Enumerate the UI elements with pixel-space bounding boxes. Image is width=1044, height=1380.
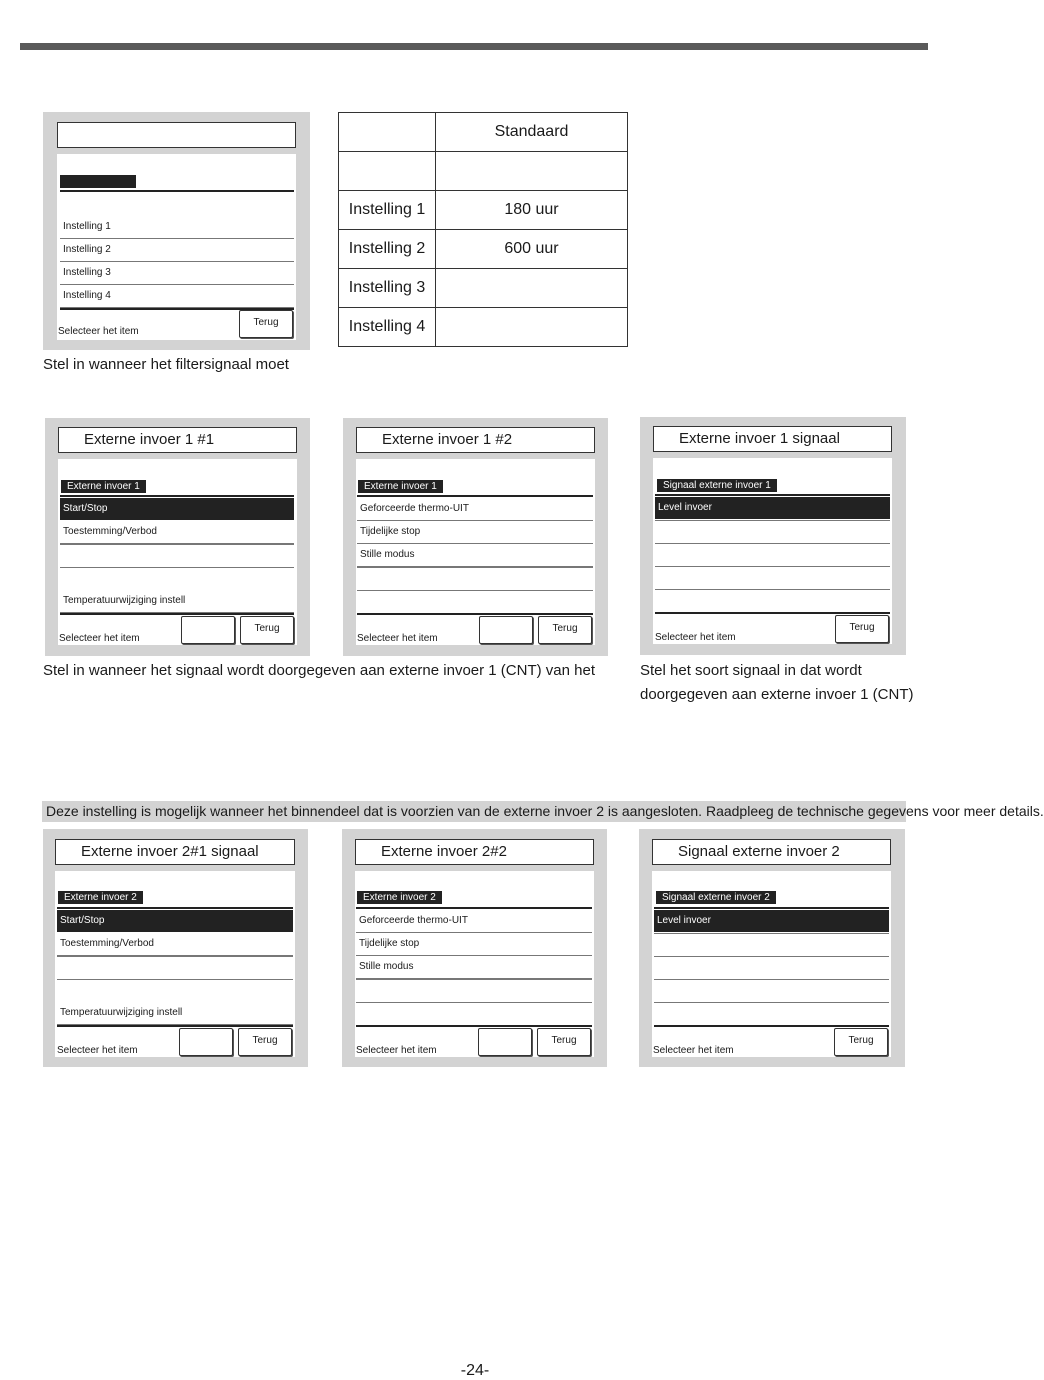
- list-item[interactable]: [60, 544, 294, 545]
- list-item[interactable]: [57, 956, 293, 957]
- ext1-signal-caption-line-1: Stel het soort signaal in dat wordt: [640, 662, 862, 679]
- screen-label-tag: [60, 175, 136, 188]
- select-item-hint: Selecteer het item: [653, 1045, 734, 1056]
- screen-label-tag: Externe invoer 2: [58, 891, 143, 904]
- ext1-signal-screen-panel: [640, 417, 906, 655]
- list-item[interactable]: [654, 956, 889, 957]
- list-item-selected[interactable]: Start/Stop: [57, 910, 293, 932]
- ext1-signal-caption-line-2: doorgegeven aan externe invoer 1 (CNT): [640, 686, 914, 703]
- list-item[interactable]: [356, 979, 592, 980]
- list-item[interactable]: Geforceerde thermo-UIT: [357, 498, 593, 521]
- list-item[interactable]: [654, 979, 889, 980]
- screen-title: Externe invoer 1 #2: [356, 427, 595, 453]
- table-row: [339, 269, 628, 308]
- list-item[interactable]: Geforceerde thermo-UIT: [356, 910, 592, 933]
- list-item[interactable]: Toestemming/Verbod: [57, 933, 293, 956]
- list-bottom-rule: [60, 613, 294, 615]
- list-item[interactable]: Instelling 3: [60, 262, 294, 285]
- table-cell: Instelling 1: [339, 191, 436, 230]
- screen-title: Externe invoer 1 signaal: [653, 426, 892, 452]
- list-item[interactable]: [357, 590, 593, 591]
- back-button[interactable]: Terug: [239, 310, 293, 338]
- table-row: [339, 230, 628, 269]
- table-cell: [436, 269, 628, 308]
- table-cell: Instelling 2: [339, 230, 436, 269]
- back-button[interactable]: Terug: [238, 1028, 292, 1056]
- list-bottom-rule: [356, 1025, 592, 1027]
- screen-title: Externe invoer 2#1 signaal: [55, 839, 295, 865]
- list-top-rule: [655, 494, 890, 496]
- ext1-caption: Stel in wanneer het signaal wordt doorgegeven aan externe invoer 1 (CNT) van het: [43, 662, 595, 679]
- screen-label-tag: Externe invoer 1: [61, 480, 146, 493]
- screen-label-tag: Externe invoer 1: [358, 480, 443, 493]
- list-bottom-rule: [654, 1025, 889, 1027]
- list-item[interactable]: [60, 567, 294, 568]
- ext2-notice-banner: Deze instelling is mogelijk wanneer het binnendeel dat is voorzien van de externe invoer 2 is aangesloten. Raadpleeg de technische gegevens voor meer details.: [42, 801, 906, 822]
- screen-label-tag: Signaal externe invoer 1: [657, 479, 777, 492]
- list-item[interactable]: [654, 1002, 889, 1003]
- list-top-rule: [60, 190, 294, 192]
- table-cell: [339, 113, 436, 152]
- select-item-hint: Selecteer het item: [59, 633, 140, 644]
- list-item[interactable]: Temperatuurwijziging instell: [60, 590, 294, 613]
- table-row: [339, 191, 628, 230]
- list-item[interactable]: [655, 520, 890, 521]
- filter-caption: Stel in wanneer het filtersignaal moet: [43, 356, 289, 373]
- ext2-signal-screen-panel: [639, 829, 905, 1067]
- screen-title: Signaal externe invoer 2: [652, 839, 891, 865]
- back-button[interactable]: Terug: [834, 1028, 888, 1056]
- list-top-rule: [654, 907, 889, 909]
- list-item[interactable]: Stille modus: [357, 544, 593, 567]
- select-item-hint: Selecteer het item: [356, 1045, 437, 1056]
- list-item-selected[interactable]: Level invoer: [655, 497, 890, 519]
- table-cell: [436, 308, 628, 347]
- list-item[interactable]: Instelling 2: [60, 239, 294, 262]
- list-item[interactable]: Tijdelijke stop: [356, 933, 592, 956]
- table-cell: Instelling 3: [339, 269, 436, 308]
- table-cell: [436, 152, 628, 191]
- list-item[interactable]: Instelling 1: [60, 216, 294, 239]
- list-item[interactable]: Stille modus: [356, 956, 592, 979]
- filter-screen-panel: [43, 112, 310, 350]
- select-item-hint: Selecteer het item: [57, 1045, 138, 1056]
- back-button[interactable]: Terug: [538, 616, 592, 644]
- list-bottom-rule: [57, 1025, 293, 1027]
- filter-settings-table: [338, 112, 628, 347]
- list-item[interactable]: [357, 567, 593, 568]
- back-button[interactable]: Terug: [835, 615, 889, 643]
- list-bottom-rule: [357, 613, 593, 615]
- table-row: [339, 308, 628, 347]
- list-top-rule: [57, 907, 293, 909]
- select-item-hint: Selecteer het item: [655, 632, 736, 643]
- list-item[interactable]: [655, 543, 890, 544]
- blank-button[interactable]: [181, 616, 235, 644]
- screen-title: Externe invoer 1 #1: [58, 427, 297, 453]
- list-top-rule: [357, 495, 593, 497]
- list-item-selected[interactable]: Start/Stop: [60, 498, 294, 520]
- list-bottom-rule: [655, 612, 890, 614]
- list-item[interactable]: Tijdelijke stop: [357, 521, 593, 544]
- list-top-rule: [60, 495, 294, 497]
- ext2-screen-panel-2: [342, 829, 607, 1067]
- table-row: [339, 152, 628, 191]
- blank-button[interactable]: [179, 1028, 233, 1056]
- blank-button[interactable]: [478, 1028, 532, 1056]
- list-top-rule: [356, 907, 592, 909]
- list-item[interactable]: Toestemming/Verbod: [60, 521, 294, 544]
- ext1-screen-panel-1: [45, 418, 310, 656]
- list-item[interactable]: Temperatuurwijziging instell: [57, 1002, 293, 1025]
- screen-label-tag: Externe invoer 2: [357, 891, 442, 904]
- table-cell: [339, 152, 436, 191]
- list-item[interactable]: [655, 566, 890, 567]
- top-rule: [20, 43, 928, 50]
- table-header-row: [339, 113, 628, 152]
- page-number: -24-: [460, 1362, 490, 1379]
- select-item-hint: Selecteer het item: [357, 633, 438, 644]
- back-button[interactable]: Terug: [537, 1028, 591, 1056]
- back-button[interactable]: Terug: [240, 616, 294, 644]
- blank-button[interactable]: [479, 616, 533, 644]
- table-cell: Instelling 4: [339, 308, 436, 347]
- list-item[interactable]: [57, 979, 293, 980]
- list-item[interactable]: [655, 589, 890, 590]
- ext2-screen-panel-1: [43, 829, 308, 1067]
- screen-title: [57, 122, 296, 148]
- screen-label-tag: Signaal externe invoer 2: [656, 891, 776, 904]
- list-item-selected[interactable]: Level invoer: [654, 910, 889, 932]
- list-item[interactable]: Instelling 4: [60, 285, 294, 308]
- screen-title: Externe invoer 2#2: [355, 839, 594, 865]
- list-item[interactable]: [654, 933, 889, 934]
- ext1-screen-panel-2: [343, 418, 608, 656]
- select-item-hint: Selecteer het item: [58, 326, 139, 337]
- table-cell: 600 uur: [436, 230, 628, 269]
- table-cell: Standaard: [436, 113, 628, 152]
- table-cell: 180 uur: [436, 191, 628, 230]
- list-item[interactable]: [356, 1002, 592, 1003]
